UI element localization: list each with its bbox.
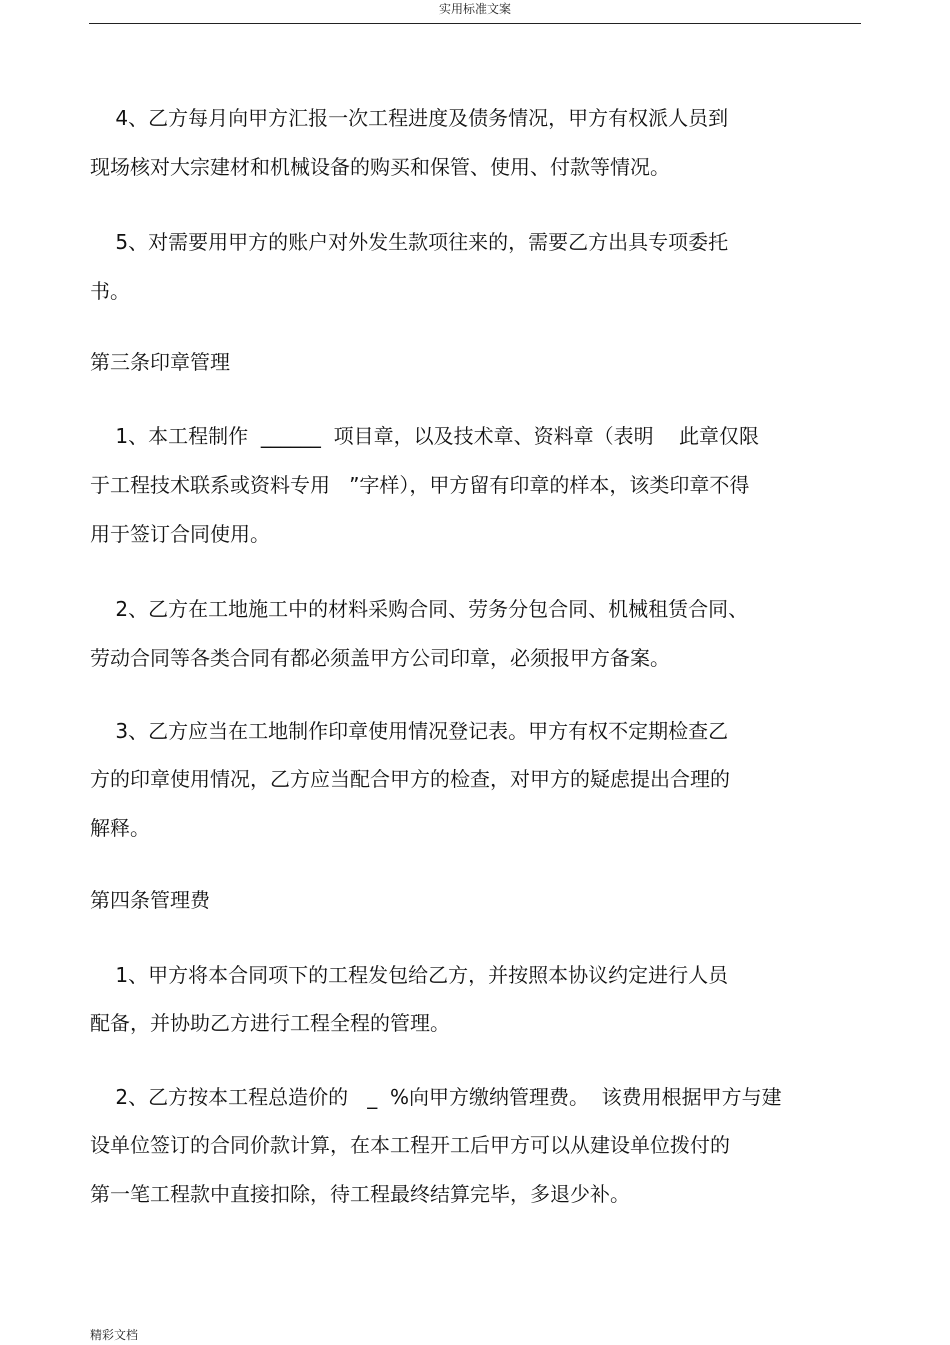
text-line: 2、乙方在工地施工中的材料采购合同、劳务分包合同、机械租赁合同、 <box>90 597 749 621</box>
text-line: 第一笔工程款中直接扣除，待工程最终结算完毕，多退少补。 <box>90 1182 630 1206</box>
section-heading: 第三条印章管理 <box>90 350 230 374</box>
text-line: 书。 <box>90 279 130 303</box>
text-line: 5、对需要用甲方的账户对外发生款项往来的，需要乙方出具专项委托 <box>90 230 729 254</box>
text-line: 于工程技术联系或资料专用 ”字样），甲方留有印章的样本，该类印章不得 <box>90 473 750 497</box>
text-line: 3、乙方应当在工地制作印章使用情况登记表。甲方有权不定期检查乙 <box>90 719 729 743</box>
text-line: 设单位签订的合同价款计算，在本工程开工后甲方可以从建设单位拨付的 <box>90 1133 730 1157</box>
header-divider <box>89 23 861 24</box>
section-heading: 第四条管理费 <box>90 888 210 912</box>
text-line: 1、本工程制作 ______ 项目章，以及技术章、资料章（表明 此章仅限 <box>90 424 760 448</box>
text-line: 方的印章使用情况，乙方应当配合甲方的检查，对甲方的疑虑提出合理的 <box>90 767 730 791</box>
text-line: 劳动合同等各类合同有都必须盖甲方公司印章，必须报甲方备案。 <box>90 646 670 670</box>
text-line: 4、乙方每月向甲方汇报一次工程进度及债务情况，甲方有权派人员到 <box>90 106 729 130</box>
page-header: 实用标准文案 <box>438 2 511 16</box>
page-footer: 精彩文档 <box>90 1328 139 1342</box>
text-line: 现场核对大宗建材和机械设备的购买和保管、使用、付款等情况。 <box>90 155 670 179</box>
text-line: 配备，并协助乙方进行工程全程的管理。 <box>90 1011 450 1035</box>
text-line: 1、甲方将本合同项下的工程发包给乙方，并按照本协议约定进行人员 <box>90 963 729 987</box>
text-line: 用于签订合同使用。 <box>90 522 270 546</box>
text-line: 解释。 <box>90 816 150 840</box>
text-line: 2、乙方按本工程总造价的 _ %向甲方缴纳管理费。 该费用根据甲方与建 <box>90 1085 782 1109</box>
